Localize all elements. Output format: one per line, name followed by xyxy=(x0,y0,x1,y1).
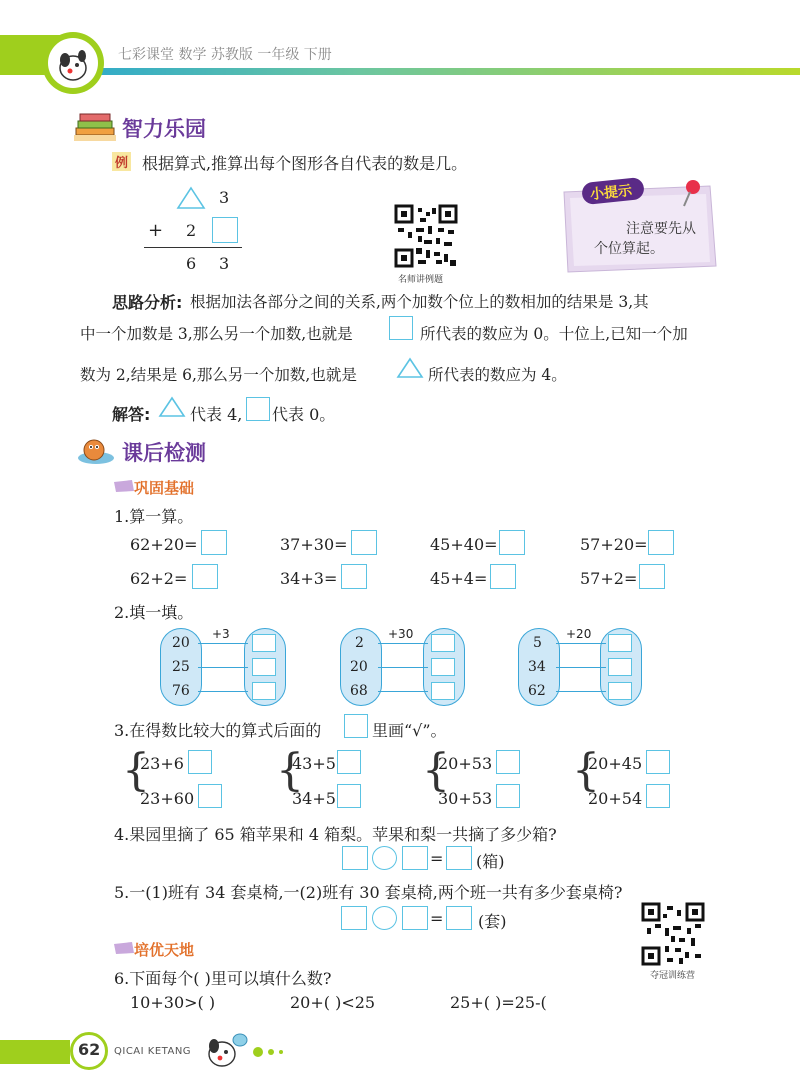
q2-operator: +3 xyxy=(212,627,230,641)
operator-circle[interactable] xyxy=(372,846,397,870)
q3-expr: 30+53 xyxy=(438,789,493,808)
equation-box[interactable] xyxy=(402,906,428,930)
q2-operator: +30 xyxy=(388,627,414,641)
footer xyxy=(0,1020,800,1084)
q2-title: 2.填一填。 xyxy=(114,603,194,622)
q1-expr: 62+2= xyxy=(130,569,188,588)
q2-answer-box[interactable] xyxy=(431,634,455,652)
check-box[interactable] xyxy=(496,750,520,774)
q1-expr: 57+20= xyxy=(580,535,648,554)
q3-brace: { xyxy=(276,745,304,796)
book-tag-icon xyxy=(112,478,136,494)
q2-connector xyxy=(198,691,248,692)
q1-title: 1.算一算。 xyxy=(114,507,194,526)
q1-expr: 57+2= xyxy=(580,569,638,588)
q2-number: 34 xyxy=(528,659,546,675)
qr-code-icon xyxy=(394,204,458,268)
q4-text: 4.果园里摘了 65 箱苹果和 4 箱梨。苹果和梨一共摘了多少箱? xyxy=(114,825,557,844)
sub-title-peiyou: 培优天地 xyxy=(134,941,195,959)
q2-connector xyxy=(198,667,248,668)
check-box[interactable] xyxy=(337,784,361,808)
check-box[interactable] xyxy=(646,784,670,808)
q6-item[interactable]: 20+( )<25 xyxy=(290,993,376,1012)
analysis-line2a: 中一个加数是 3,那么另一个加数,也就是 xyxy=(80,325,353,343)
q3-expr: 34+5 xyxy=(292,789,336,808)
q6-title: 6.下面每个( )里可以填什么数? xyxy=(114,969,332,988)
example-tag: 例 xyxy=(112,152,131,171)
qr2-caption: 夺冠训练营 xyxy=(650,971,696,981)
section-title-kehou: 课后检测 xyxy=(122,441,206,465)
analysis-line2b: 所代表的数应为 0。十位上,已知一个加 xyxy=(420,325,688,343)
tip-title: 小提示 xyxy=(589,182,633,204)
analysis-line1: 根据加法各部分之间的关系,两个加数个位上的数相加的结果是 3,其 xyxy=(190,293,649,311)
q3-title-a: 3.在得数比较大的算式后面的 xyxy=(114,721,322,740)
analysis-line3a: 数为 2,结果是 6,那么另一个加数,也就是 xyxy=(80,366,357,384)
qr-code[interactable] xyxy=(641,902,705,966)
q2-answer-box[interactable] xyxy=(431,682,455,700)
footer-stripe xyxy=(0,1040,70,1064)
answer-box[interactable] xyxy=(341,564,367,589)
answer-label: 解答: xyxy=(112,405,151,424)
triangle-blank[interactable] xyxy=(396,357,424,379)
check-box[interactable] xyxy=(496,784,520,808)
q2-number: 25 xyxy=(172,659,190,675)
triangle-blank[interactable] xyxy=(158,396,186,418)
q2-connector xyxy=(556,667,606,668)
dog-mascot-icon xyxy=(48,38,98,88)
q2-connector xyxy=(556,691,606,692)
example-text: 根据算式,推算出每个图形各自代表的数是几。 xyxy=(142,154,468,173)
q3-expr: 20+45 xyxy=(588,754,643,773)
q3-expr: 23+60 xyxy=(140,789,195,808)
square-blank[interactable] xyxy=(389,316,413,340)
equation-box[interactable] xyxy=(342,846,368,870)
q3-expr: 20+54 xyxy=(588,789,643,808)
q2-connector xyxy=(198,643,248,644)
equation-box[interactable] xyxy=(402,846,428,870)
qr-code[interactable] xyxy=(394,204,458,268)
vertical-result-tens: 6 xyxy=(186,254,197,273)
operator-circle[interactable] xyxy=(372,906,397,930)
mascot-badge xyxy=(42,32,104,94)
q1-expr: 37+30= xyxy=(280,535,348,554)
vertical-row1-digit: 3 xyxy=(219,188,230,207)
check-box[interactable] xyxy=(337,750,361,774)
q3-title-b: 里画“√”。 xyxy=(372,721,447,740)
q2-number: 20 xyxy=(172,635,190,651)
q2-answer-box[interactable] xyxy=(608,658,632,676)
pushpin-icon xyxy=(680,178,706,208)
header-bar xyxy=(0,0,800,80)
answer-box[interactable] xyxy=(201,530,227,555)
vertical-plus-sign: + xyxy=(148,220,164,241)
square-blank[interactable] xyxy=(212,217,238,243)
triangle-blank[interactable] xyxy=(176,186,206,210)
answer-box[interactable] xyxy=(639,564,665,589)
q3-title-box-icon xyxy=(344,714,368,738)
vertical-sum-line xyxy=(144,247,242,248)
answer-box[interactable] xyxy=(192,564,218,589)
q2-number: 5 xyxy=(533,635,542,651)
q2-number: 2 xyxy=(355,635,364,651)
q3-expr: 23+6 xyxy=(140,754,184,773)
q2-answer-box[interactable] xyxy=(608,682,632,700)
equation-box[interactable] xyxy=(446,846,472,870)
answer-box[interactable] xyxy=(499,530,525,555)
analysis-label: 思路分析: xyxy=(112,293,183,312)
q4-equals: = xyxy=(430,849,444,868)
equation-box[interactable] xyxy=(446,906,472,930)
answer-box[interactable] xyxy=(490,564,516,589)
q2-answer-box[interactable] xyxy=(252,658,276,676)
q5-text: 5.一(1)班有 34 套桌椅,一(2)班有 30 套桌椅,两个班一共有多少套桌椅? xyxy=(114,883,623,902)
check-box[interactable] xyxy=(198,784,222,808)
q1-expr: 45+40= xyxy=(430,535,498,554)
q5-unit: (套) xyxy=(478,912,507,931)
q6-item[interactable]: 25+( )=25-( xyxy=(450,993,547,1012)
q6-item[interactable]: 10+30>( ) xyxy=(130,993,216,1012)
page-number: 62 xyxy=(78,1040,101,1059)
q2-connector xyxy=(378,667,428,668)
tip-line1: 注意要先从 xyxy=(626,221,696,237)
q1-expr: 34+3= xyxy=(280,569,338,588)
qr-caption: 名师讲例题 xyxy=(398,275,444,285)
answer-box[interactable] xyxy=(351,530,377,555)
footer-dots xyxy=(252,1046,292,1058)
tip-line2: 个位算起。 xyxy=(594,241,664,257)
q3-expr: 20+53 xyxy=(438,754,493,773)
book-tag-icon xyxy=(112,940,136,956)
q3-brace: { xyxy=(422,745,450,796)
q2-number: 20 xyxy=(350,659,368,675)
q3-brace: { xyxy=(122,745,150,796)
vertical-result-ones: 3 xyxy=(219,254,230,273)
q3-brace: { xyxy=(572,745,600,796)
qr-code-icon xyxy=(641,902,705,966)
answer-part-a: 代表 4, xyxy=(190,405,243,424)
check-box[interactable] xyxy=(646,750,670,774)
section-title-zhili: 智力乐园 xyxy=(122,117,206,141)
square-blank[interactable] xyxy=(246,397,270,421)
q4-unit: (箱) xyxy=(476,852,505,871)
analysis-line3b: 所代表的数应为 4。 xyxy=(428,366,567,384)
answer-part-b: 代表 0。 xyxy=(272,405,336,424)
q2-number: 68 xyxy=(350,683,368,699)
q2-number: 76 xyxy=(172,683,190,699)
vertical-row2-digit: 2 xyxy=(186,221,197,240)
q3-expr: 43+5 xyxy=(292,754,336,773)
tip-note xyxy=(560,182,718,274)
q1-expr: 62+20= xyxy=(130,535,198,554)
header-title: 七彩课堂 数学 苏教版 一年级 下册 xyxy=(118,47,332,63)
q2-connector xyxy=(556,643,606,644)
q2-operator: +20 xyxy=(566,627,592,641)
section-bug-icon xyxy=(74,434,118,468)
sub-title-gonggu: 巩固基础 xyxy=(134,479,195,497)
q2-number: 62 xyxy=(528,683,546,699)
q5-equals: = xyxy=(430,909,444,928)
q2-answer-box[interactable] xyxy=(252,682,276,700)
equation-box[interactable] xyxy=(341,906,367,930)
q2-connector xyxy=(378,643,428,644)
q2-answer-box[interactable] xyxy=(431,658,455,676)
dog-mascot-icon xyxy=(200,1028,252,1072)
q2-connector xyxy=(378,691,428,692)
check-box[interactable] xyxy=(188,750,212,774)
q1-expr: 45+4= xyxy=(430,569,488,588)
footer-brand: QICAI KETANG xyxy=(114,1046,192,1057)
answer-box[interactable] xyxy=(648,530,674,555)
header-band xyxy=(0,0,800,80)
section-books-icon xyxy=(74,110,118,144)
q2-answer-box[interactable] xyxy=(252,634,276,652)
q2-answer-box[interactable] xyxy=(608,634,632,652)
